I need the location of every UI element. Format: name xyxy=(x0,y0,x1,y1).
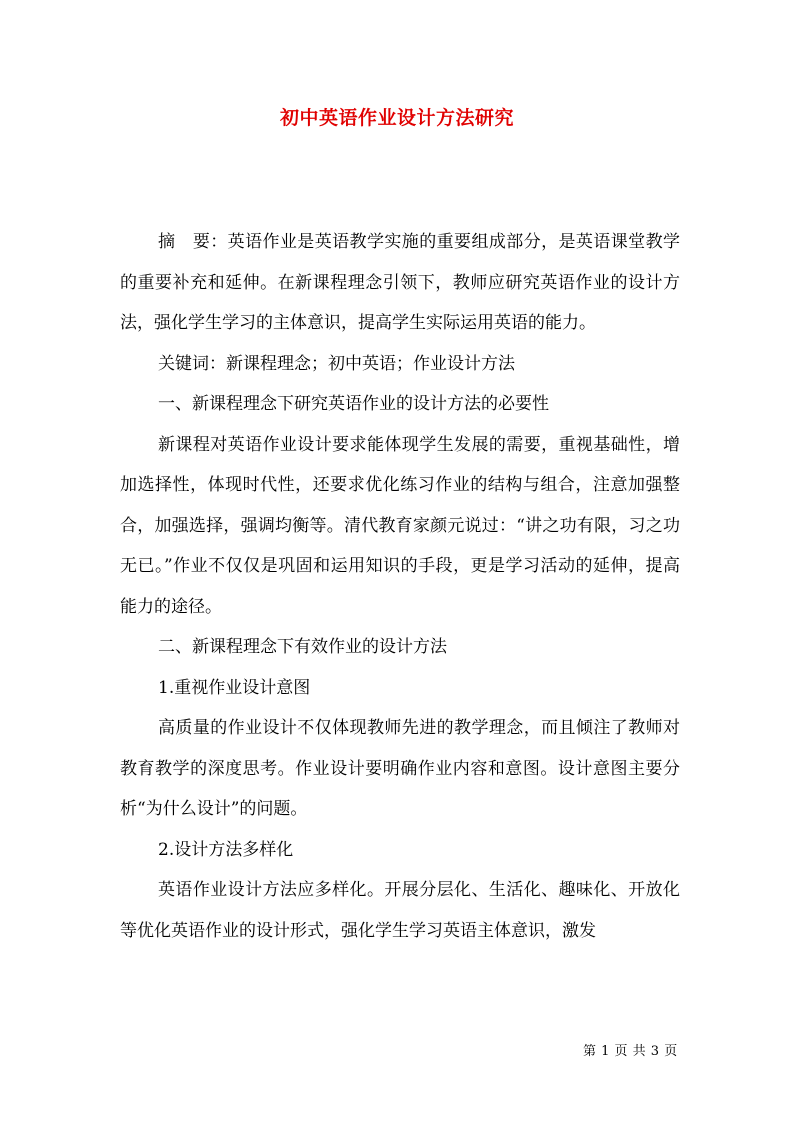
abstract-paragraph: 摘 要：英语作业是英语教学实施的重要组成部分，是英语课堂教学的重要补充和延伸。在新课程理念引领下，教师应研究英语作业的设计方法，强化学生学习的主体意识，提高学生实际运用英语的能力。 xyxy=(120,232,680,333)
page-number-footer: 第 1 页 共 3 页 xyxy=(583,1044,678,1059)
section-heading-2: 二、新课程理念下有效作业的设计方法 xyxy=(158,637,447,657)
section-heading-1: 一、新课程理念下研究英语作业的设计方法的必要性 xyxy=(158,394,549,414)
document-body xyxy=(120,222,680,951)
body-paragraph-1: 新课程对英语作业设计要求能体现学生发展的需要，重视基础性，增加选择性，体现时代性，还要求优化练习作业的结构与组合，注意加强整合，加强选择，强调均衡等。清代教育家颜元说过：“讲之功有限，习之功无已。”作业不仅仅是巩固和运用知识的手段，更是学习活动的延伸，提高能力的途径。 xyxy=(120,434,680,617)
keywords-paragraph: 关键词：新课程理念；初中英语；作业设计方法 xyxy=(158,353,515,374)
subsection-heading-2: 2.设计方法多样化 xyxy=(158,839,294,860)
body-paragraph-3: 英语作业设计方法应多样化。开展分层化、生活化、趣味化、开放化等优化英语作业的设计形式，强化学生学习英语主体意识，激发 xyxy=(120,880,680,941)
body-paragraph-2: 高质量的作业设计不仅体现教师先进的教学理念，而且倾注了教师对教育教学的深度思考。作业设计要明确作业内容和意图。设计意图主要分析“为什么设计”的问题。 xyxy=(120,718,680,819)
document-title: 初中英语作业设计方法研究 xyxy=(279,107,514,129)
subsection-heading-1: 1.重视作业设计意图 xyxy=(158,677,311,698)
